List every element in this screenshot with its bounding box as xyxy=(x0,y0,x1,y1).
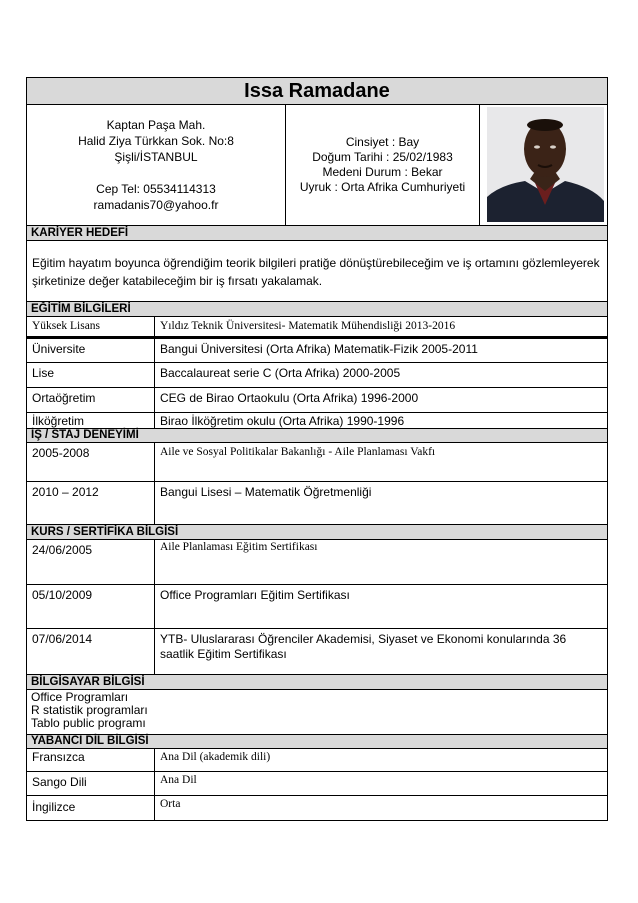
course-date: 07/06/2014 xyxy=(27,629,155,674)
name-header: Issa Ramadane xyxy=(26,77,608,105)
career-text: Eğitim hayatım boyunca öğrendiğim teorik bilgileri pratiğe dönüştürebileceğim ve iş ortamını gözlemleyerek şirketinize değer katabileceğim bir iş fırsatı yakalamak. xyxy=(26,240,608,302)
personal-info-cell xyxy=(286,105,480,225)
education-row xyxy=(26,336,608,363)
course-date: 05/10/2009 xyxy=(27,585,155,628)
languages-heading: YABANCI DİL BİLGİSİ xyxy=(26,734,608,749)
course-detail: YTB- Uluslararası Öğrenciler Akademisi, Siyaset ve Ekonomi konularında 36 saatlik Eğitim Sertifikası xyxy=(160,632,567,661)
education-detail: CEG de Birao Ortaokulu (Orta Afrika) 1996-2000 xyxy=(160,391,419,405)
education-detail: Yıldız Teknik Üniversitesi- Matematik Mühendisliği 2013-2016 xyxy=(160,320,456,332)
address-line-2: Halid Ziya Türkkan Sok. No:8 xyxy=(78,134,234,148)
work-date: 2005-2008 xyxy=(27,443,155,481)
language-row xyxy=(26,795,608,821)
education-level: Üniversite xyxy=(27,339,155,362)
language-name: İngilizce xyxy=(27,796,155,820)
language-level: Ana Dil xyxy=(160,774,197,786)
work-detail: Bangui Lisesi – Matematik Öğretmenliği xyxy=(160,485,372,499)
course-row xyxy=(26,584,608,629)
education-heading: EĞİTİM BİLGİLERİ xyxy=(26,301,608,317)
phone-number: Cep Tel: 05534114313 xyxy=(96,182,216,196)
computer-skills xyxy=(26,689,608,735)
marital-status: Medeni Durum : Bekar xyxy=(322,165,443,179)
work-row xyxy=(26,442,608,482)
language-name: Fransızca xyxy=(27,749,155,771)
address-line-1: Kaptan Paşa Mah. xyxy=(106,118,206,132)
education-detail: Bangui Üniversitesi (Orta Afrika) Matematik-Fizik 2005-2011 xyxy=(160,342,478,356)
courses-heading: KURS / SERTİFİKA BİLGİSİ xyxy=(26,524,608,540)
email-address: ramadanis70@yahoo.fr xyxy=(93,198,219,212)
education-detail: Birao İlköğretim okulu (Orta Afrika) 1990-1996 xyxy=(160,414,405,428)
gender: Cinsiyet : Bay xyxy=(345,135,420,149)
language-name: Sango Dili xyxy=(27,772,155,795)
education-level: İlköğretim xyxy=(27,413,155,428)
computer-skill-item: Office Programları xyxy=(31,690,129,704)
computer-heading: BİLGİSAYAR BİLGİSİ xyxy=(26,674,608,690)
contact-block xyxy=(26,104,608,226)
work-date: 2010 – 2012 xyxy=(27,482,155,524)
nationality: Uyruk : Orta Afrika Cumhuriyeti xyxy=(299,180,466,194)
birth-date: Doğum Tarihi : 25/02/1983 xyxy=(312,150,453,164)
course-date: 24/06/2005 xyxy=(27,540,155,584)
work-detail: Aile ve Sosyal Politikalar Bakanlığı - Aile Planlaması Vakfı xyxy=(160,446,436,458)
computer-skill-item: Tablo public programı xyxy=(31,716,146,730)
work-heading: İŞ / STAJ DENEYİMİ xyxy=(26,428,608,443)
photo-cell xyxy=(480,105,607,225)
education-row xyxy=(26,387,608,413)
education-level: Yüksek Lisans xyxy=(27,317,155,336)
course-row xyxy=(26,628,608,675)
education-detail: Baccalaureat serie C (Orta Afrika) 2000-2005 xyxy=(160,366,401,380)
course-row xyxy=(26,539,608,585)
language-level: Ana Dil (akademik dili) xyxy=(160,751,271,763)
education-row xyxy=(26,362,608,388)
address-cell xyxy=(27,105,286,225)
course-detail: Office Programları Eğitim Sertifikası xyxy=(160,588,350,602)
address-line-3: Şişli/İSTANBUL xyxy=(114,150,198,164)
language-row xyxy=(26,748,608,772)
education-level: Lise xyxy=(27,363,155,387)
work-row xyxy=(26,481,608,525)
education-row xyxy=(26,316,608,337)
career-heading: KARİYER HEDEFİ xyxy=(26,225,608,241)
education-row xyxy=(26,412,608,429)
language-level: Orta xyxy=(160,798,181,810)
course-detail: Aile Planlaması Eğitim Sertifikası xyxy=(160,541,318,553)
profile-photo xyxy=(480,105,608,225)
language-row xyxy=(26,771,608,796)
education-level: Ortaöğretim xyxy=(27,388,155,412)
computer-skill-item: R statistik programları xyxy=(31,703,148,717)
